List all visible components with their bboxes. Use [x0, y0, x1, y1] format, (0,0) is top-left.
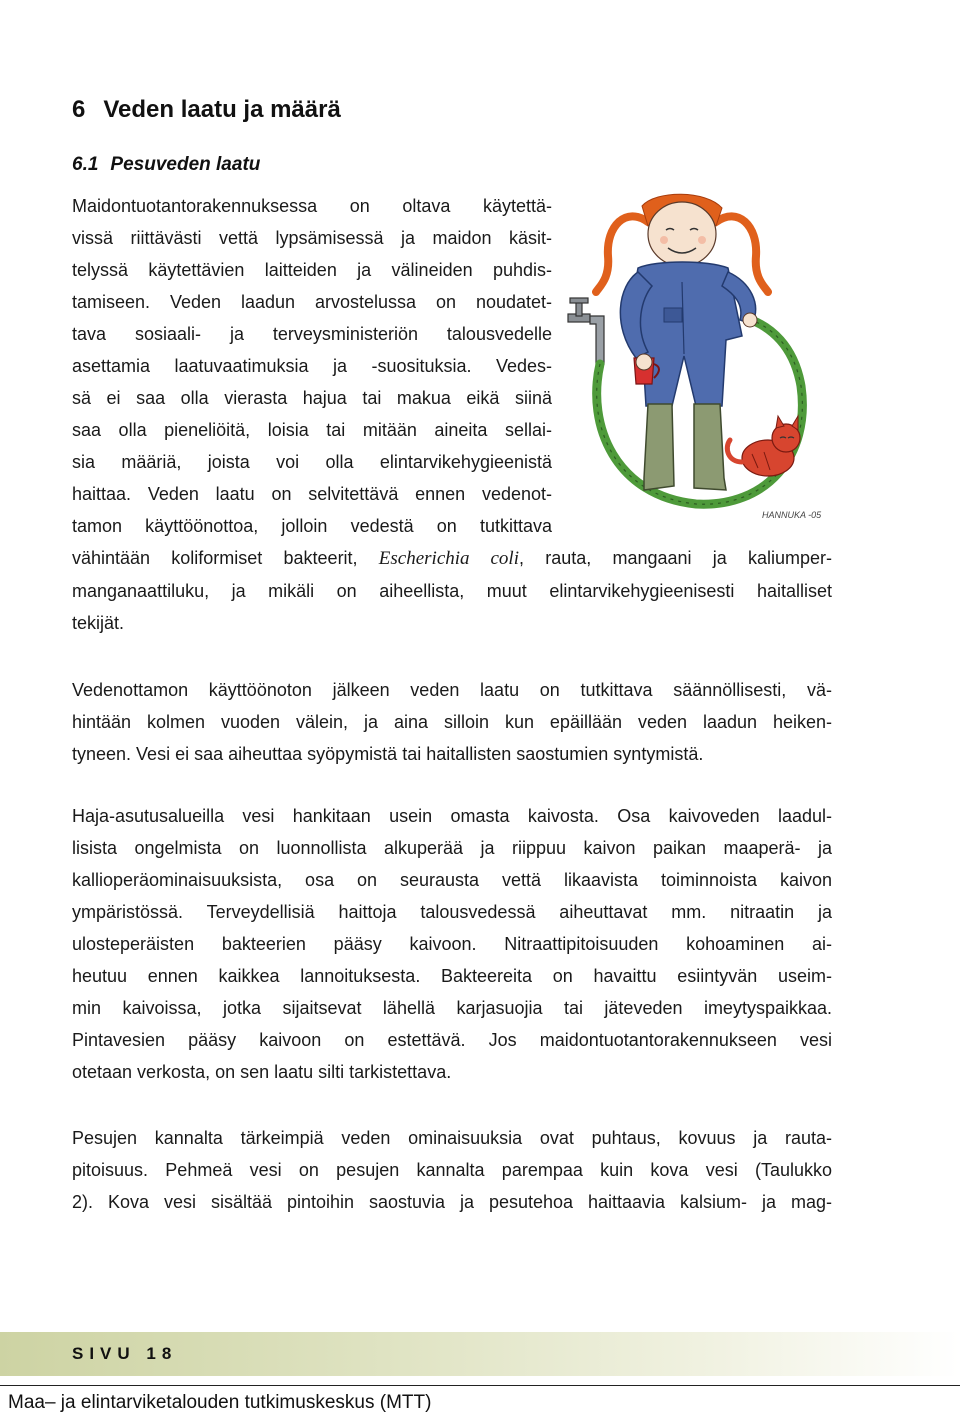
text-line: 2). Kova vesi sisältää pintoihin saostuvia ja pesutehoa haittaavia kalsium- ja mag- [72, 1192, 832, 1212]
text-line: haittaa. Veden laatu on selvitettävä ennen vedenot- [72, 484, 552, 504]
page-number: SIVU 18 [72, 1344, 178, 1363]
text-line: min kaivoissa, jotka sijaitsevat lähellä karjasuojia tai jäteveden imeytyspaikkaa. [72, 998, 832, 1018]
text-line: Maidontuotantorakennuksessa on oltava käytettä- [72, 196, 552, 216]
subsection-number: 6.1 [72, 154, 99, 175]
text-line: kallioperäominaisuuksista, osa on seurausta vettä likaavista toiminnoista kaivon [72, 870, 832, 890]
paragraph-4 [72, 1122, 832, 1218]
text-line: lisista ongelmista on luonnollista alkuperää ja riippuu kaivon paikan maaperä- ja [72, 838, 832, 858]
text-line: pitoisuus. Pehmeä vesi on pesujen kannalta parempaa kuin kova vesi (Taulukko [72, 1160, 832, 1180]
paragraph-2 [72, 674, 832, 770]
face-icon [648, 202, 716, 266]
text-fragment: vähintään koliformiset bakteerit, [72, 548, 379, 568]
footer-organization: Maa– ja elintarviketalouden tutkimuskeskus (MTT) [8, 1392, 432, 1413]
text-line: telyssä käytettävien laitteiden ja välineiden puhdis- [72, 260, 552, 280]
subsection-heading [72, 154, 260, 176]
text-line: ulosteperäisten bakteerien pääsy kaivoon. Nitraattipitoisuuden kohoaminen ai- [72, 934, 832, 954]
paragraph-3 [72, 800, 832, 1088]
section-heading [72, 96, 341, 124]
text-line: sä ei saa olla vierasta hajua tai makua eikä siinä [72, 388, 552, 408]
text-line: heutuu ennen kaikkea lannoituksesta. Bakteereita on havaittu esiintyvän useim- [72, 966, 832, 986]
faucet-icon [568, 298, 604, 364]
text-line: hintään kolmen vuoden välein, ja aina silloin kun epäillään veden laadun heiken- [72, 712, 832, 732]
text-line: tamiseen. Veden laadun arvostelussa on noudatet- [72, 292, 552, 312]
text-line: otetaan verkosta, on sen laatu silti tarkistettava. [72, 1062, 452, 1082]
text-line-species [72, 542, 832, 575]
text-line: ympäristössä. Terveydellisiä haittoja talousvedessä aiheuttavat mm. nitraatin ja [72, 902, 832, 922]
text-line: tyneen. Vesi ei saa aiheuttaa syöpymistä tai haitallisten saostumien syntymistä. [72, 744, 704, 764]
girl-with-hose-illustration [556, 186, 832, 526]
text-line: Haja-asutusalueilla vesi hankitaan usein omasta kaivosta. Osa kaivoveden laadul- [72, 806, 832, 826]
text-line: tekijät. [72, 613, 125, 633]
subsection-title: Pesuveden laatu [110, 154, 261, 175]
text-line: Pintavesien pääsy kaivoon on estettävä. Jos maidontuotantorakennukseen vesi [72, 1030, 832, 1050]
text-line: saa olla pieneliöitä, loisia tai mitään aineita sellai- [72, 420, 552, 440]
text-line: tamon käyttöönottoa, jolloin vedestä on tutkittava [72, 516, 552, 536]
section-number: 6 [72, 96, 86, 123]
cat-icon [727, 416, 800, 476]
species-name: Escherichia coli [378, 548, 519, 569]
text-line: asettamia laatuvaatimuksia ja -suosituksia. Vedes- [72, 356, 552, 376]
text-line: manganaattiluku, ja mikäli on aiheellista, muut elintarvikehygieenisesti haitalliset [72, 581, 832, 601]
boots-icon [644, 404, 726, 490]
text-line: vissä riittävästi vettä lypsämisessä ja maidon käsit- [72, 228, 552, 248]
text-line: Vedenottamon käyttöönoton jälkeen veden laatu on tutkittava säännöllisesti, vä- [72, 680, 832, 700]
illustration-signature: HANNUKA -05 [762, 510, 822, 520]
text-fragment: , rauta, mangaani ja kaliumper- [519, 548, 832, 568]
text-line: tava sosiaali- ja terveysministeriön talousvedelle [72, 324, 552, 344]
text-line: Pesujen kannalta tärkeimpiä veden ominaisuuksia ovat puhtaus, kovuus ja rauta- [72, 1128, 832, 1148]
section-title: Veden laatu ja määrä [103, 96, 341, 123]
text-line: sia määriä, joista voi olla elintarvikehygieenistä [72, 452, 552, 472]
footer-divider [0, 1385, 960, 1386]
